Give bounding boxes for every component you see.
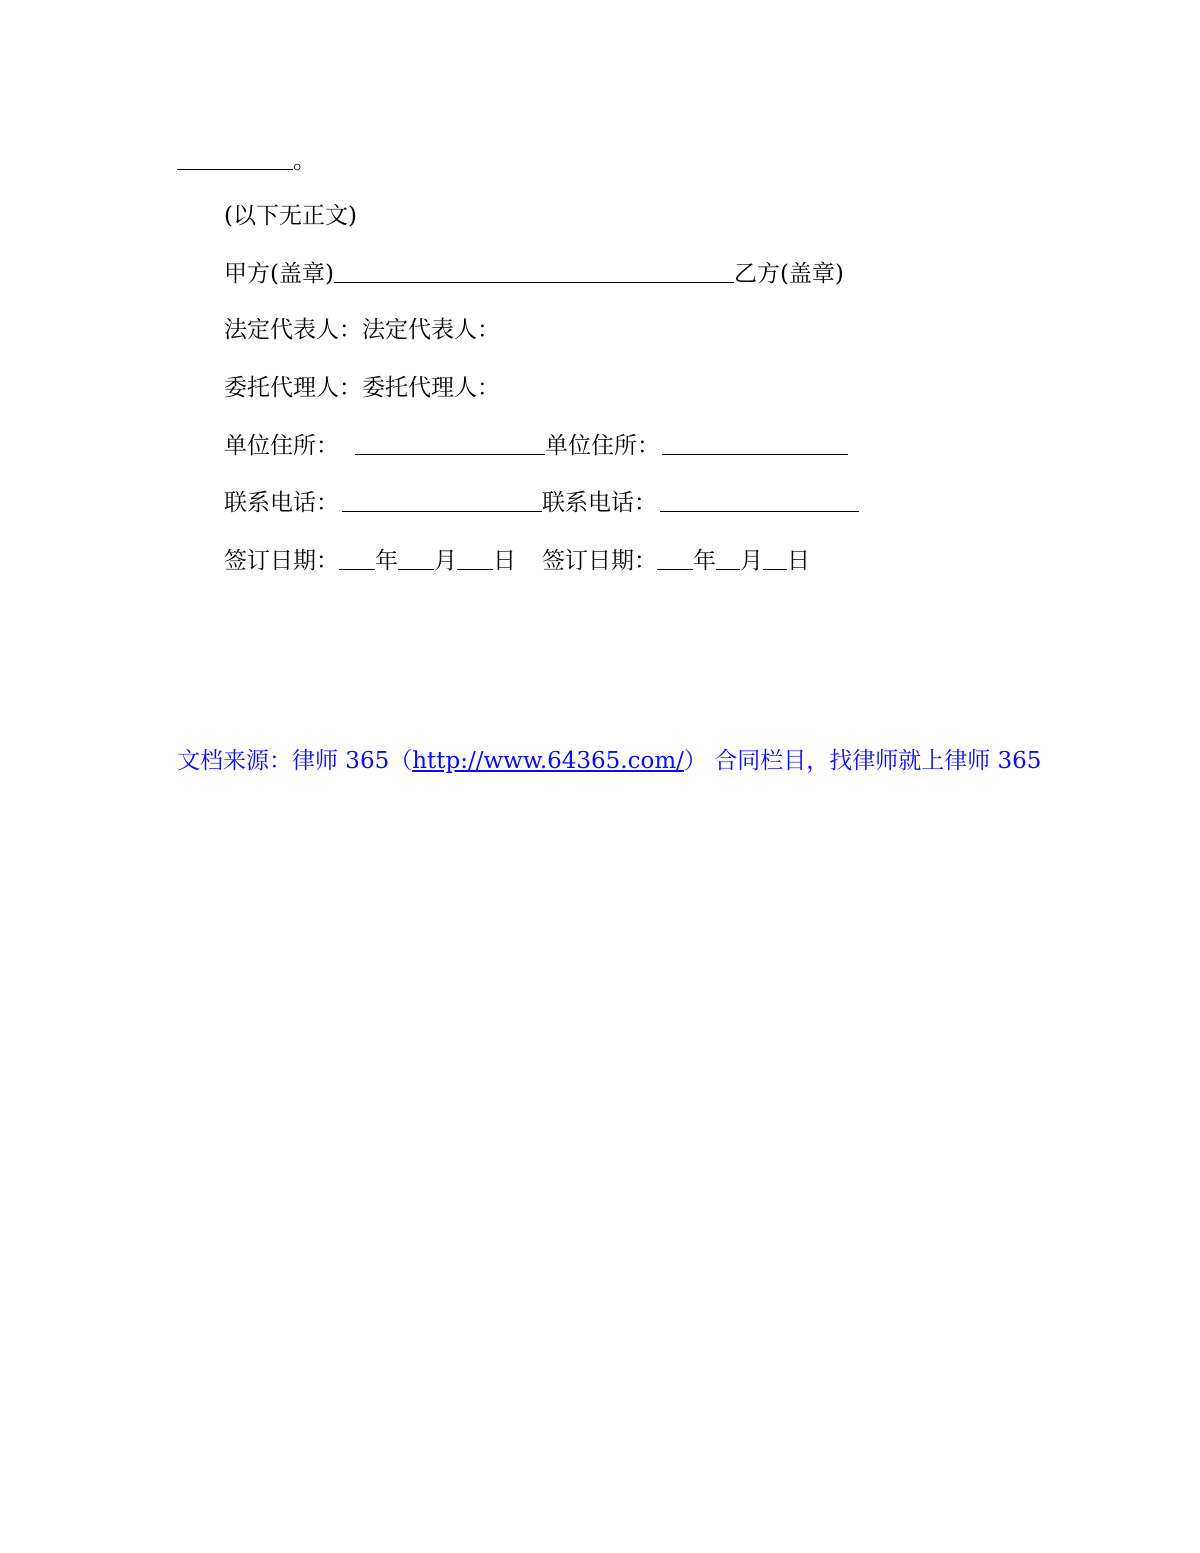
- phone-b-label: 联系电话：: [542, 490, 657, 516]
- day-b-blank: [763, 547, 787, 570]
- legal-rep-line: [224, 315, 500, 345]
- agent-b-label: 委托代理人：: [362, 375, 500, 401]
- footer-prefix: 文档来源：律师 365（: [177, 748, 413, 774]
- year-a-label: 年: [375, 548, 398, 574]
- month-b-label: 月: [740, 548, 763, 574]
- party-seal-line: [224, 259, 844, 289]
- sign-date-line: [224, 546, 810, 576]
- year-b-blank: [657, 547, 693, 570]
- month-b-blank: [716, 547, 740, 570]
- legal-rep-b-label: 法定代表人：: [362, 317, 500, 343]
- year-b-label: 年: [693, 548, 716, 574]
- source-link[interactable]: http://www.64365.com/: [412, 748, 684, 774]
- sign-date-a-label: 签订日期：: [224, 548, 339, 574]
- trailing-blank-line: [177, 146, 316, 176]
- agent-a-label: 委托代理人：: [224, 375, 362, 401]
- trailing-period: 。: [293, 148, 316, 174]
- fill-in-blank: [177, 147, 293, 170]
- seal-blank: [334, 260, 734, 283]
- year-a-blank: [339, 547, 375, 570]
- agent-line: [224, 373, 500, 403]
- sign-date-b-label: 签订日期：: [542, 548, 657, 574]
- address-b-label: 单位住所：: [545, 433, 660, 459]
- phone-a-blank: [342, 489, 542, 512]
- address-a-blank: [355, 432, 545, 455]
- no-text-below: (以下无正文): [224, 203, 357, 229]
- phone-line: [224, 488, 859, 518]
- month-a-blank: [398, 547, 434, 570]
- day-a-label: 日: [493, 548, 516, 574]
- phone-b-blank: [660, 489, 859, 512]
- legal-rep-a-label: 法定代表人：: [224, 317, 362, 343]
- phone-a-label: 联系电话：: [224, 490, 339, 516]
- footer-suffix: ） 合同栏目，找律师就上律师 365: [683, 748, 1042, 774]
- party-b-seal-label: 乙方(盖章): [733, 261, 844, 287]
- month-a-label: 月: [434, 548, 457, 574]
- address-b-blank: [662, 432, 848, 455]
- address-line: [224, 431, 848, 461]
- no-text-below-line: [224, 201, 357, 231]
- party-a-seal-label: 甲方(盖章): [224, 261, 334, 287]
- document-source-footer: [177, 746, 1041, 776]
- address-a-label: 单位住所：: [224, 433, 339, 459]
- day-a-blank: [457, 547, 493, 570]
- day-b-label: 日: [787, 548, 810, 574]
